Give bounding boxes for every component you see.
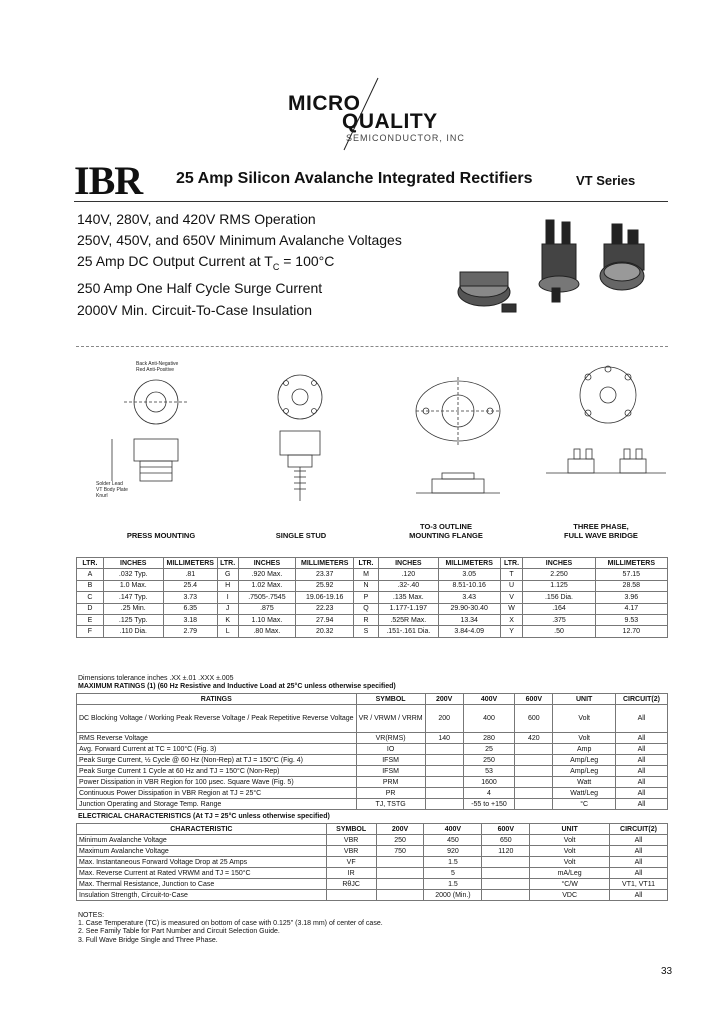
logo-micro: MICRO: [288, 92, 361, 115]
table-cell: [515, 755, 553, 766]
electrical-table: [76, 823, 668, 901]
table-cell: All: [615, 705, 667, 733]
table-cell: [425, 777, 463, 788]
table-cell: mA/Leg: [530, 868, 610, 879]
column-header: UNIT: [553, 694, 616, 705]
tolerance-note: Dimensions tolerance inches .XX ±.01 .XXX ±.005: [78, 675, 234, 682]
table-cell: VR / VRWM / VRRM: [356, 705, 425, 733]
table-cell: E: [77, 614, 104, 625]
table-cell: All: [615, 766, 667, 777]
column-header: RATINGS: [77, 694, 357, 705]
table-cell: [515, 777, 553, 788]
column-header: LTR.: [77, 558, 104, 569]
table-cell: All: [615, 733, 667, 744]
column-header: INCHES: [378, 558, 438, 569]
product-code: IBR: [74, 158, 143, 203]
table-cell: 1.0 Max.: [103, 580, 163, 591]
table-cell: 25.4: [163, 580, 217, 591]
table-cell: 3.05: [438, 569, 500, 580]
table-cell: Minimum Avalanche Voltage: [77, 835, 327, 846]
table-row: [77, 603, 668, 614]
table-cell: 1600: [463, 777, 515, 788]
column-header: INCHES: [523, 558, 595, 569]
table-cell: [425, 744, 463, 755]
feature-item: 250V, 450V, and 650V Minimum Avalanche Voltages: [77, 232, 402, 249]
column-header: CIRCUIT(2): [610, 824, 668, 835]
table-cell: [482, 879, 530, 890]
dimensions-table: [76, 557, 668, 638]
column-header: MILLIMETERS: [595, 558, 667, 569]
table-cell: F: [77, 626, 104, 637]
note-item: 1. Case Temperature (TC) is measured on bottom of case with 0.125" (3.18 mm) of center of case.: [78, 920, 383, 928]
feature-text-tail: = 100°C: [279, 253, 335, 270]
table-cell: Insulation Strength, Circuit-to-Case: [77, 890, 327, 901]
table-cell: G: [217, 569, 238, 580]
table-cell: [376, 857, 424, 868]
note-item: 2. See Family Table for Part Number and Circuit Selection Guide.: [78, 928, 280, 936]
table-cell: C: [77, 592, 104, 603]
table-cell: 140: [425, 733, 463, 744]
table-cell: Volt: [530, 835, 610, 846]
table-cell: N: [354, 580, 379, 591]
table-cell: 28.58: [595, 580, 667, 591]
table-cell: .151-.161 Dia.: [378, 626, 438, 637]
table-cell: Max. Reverse Current at Rated VRWM and TJ = 150°C: [77, 868, 327, 879]
table-cell: [326, 890, 376, 901]
table-cell: Q: [354, 603, 379, 614]
table-cell: Max. Instantaneous Forward Voltage Drop at 25 Amps: [77, 857, 327, 868]
table-cell: Power Dissipation in VBR Region for 100 μsec. Square Wave (Fig. 5): [77, 777, 357, 788]
column-header: 400V: [463, 694, 515, 705]
table-cell: 1.02 Max.: [238, 580, 296, 591]
max-ratings-header-row: [77, 694, 668, 705]
table-cell: 200: [425, 705, 463, 733]
table-cell: .25 Min.: [103, 603, 163, 614]
table-cell: 4: [463, 788, 515, 799]
table-cell: [425, 799, 463, 810]
table-row: [77, 799, 668, 810]
notes: [78, 912, 383, 945]
table-cell: .110 Dia.: [103, 626, 163, 637]
drawing-label: VT Body Plate: [96, 487, 128, 493]
table-row: [77, 777, 668, 788]
table-cell: 57.15: [595, 569, 667, 580]
table-cell: 1.177-1.197: [378, 603, 438, 614]
table-cell: .50: [523, 626, 595, 637]
table-cell: [425, 766, 463, 777]
table-cell: 2000 (Min.): [424, 890, 482, 901]
drawing-label: Solder Lead: [96, 481, 123, 487]
table-row: [77, 835, 668, 846]
table-cell: L: [217, 626, 238, 637]
caption-single-stud: SINGLE STUD: [275, 531, 327, 540]
table-cell: All: [615, 788, 667, 799]
table-cell: Watt/Leg: [553, 788, 616, 799]
caption-press-mounting: PRESS MOUNTING: [126, 531, 196, 540]
column-header: SYMBOL: [356, 694, 425, 705]
table-cell: A: [77, 569, 104, 580]
feature-text: 25 Amp DC Output Current at T: [77, 253, 273, 270]
table-cell: IO: [356, 744, 425, 755]
table-cell: [515, 766, 553, 777]
table-row: [77, 857, 668, 868]
table-cell: [515, 744, 553, 755]
table-cell: X: [500, 614, 523, 625]
column-header: INCHES: [103, 558, 163, 569]
feature-subscript: C: [272, 262, 280, 273]
column-header: SYMBOL: [326, 824, 376, 835]
column-header: CIRCUIT(2): [615, 694, 667, 705]
table-row: [77, 592, 668, 603]
electrical-header-row: [77, 824, 668, 835]
table-cell: 3.18: [163, 614, 217, 625]
table-cell: All: [610, 846, 668, 857]
table-cell: Peak Surge Current, ½ Cycle @ 60 Hz (Non-Rep) at TJ = 150°C (Fig. 4): [77, 755, 357, 766]
table-cell: All: [615, 755, 667, 766]
table-cell: Maximum Avalanche Voltage: [77, 846, 327, 857]
table-cell: .125 Typ.: [103, 614, 163, 625]
table-cell: 4.17: [595, 603, 667, 614]
column-header: 200V: [376, 824, 424, 835]
table-cell: 9.53: [595, 614, 667, 625]
table-cell: .147 Typ.: [103, 592, 163, 603]
table-cell: Avg. Forward Current at TC = 100°C (Fig. 3): [77, 744, 357, 755]
column-header: MILLIMETERS: [296, 558, 354, 569]
table-cell: Junction Operating and Storage Temp. Range: [77, 799, 357, 810]
table-cell: [482, 890, 530, 901]
table-cell: 8.51-10.16: [438, 580, 500, 591]
caption-to3: TO-3 OUTLINE: [420, 522, 472, 531]
table-cell: Max. Thermal Resistance, Junction to Case: [77, 879, 327, 890]
table-cell: .156 Dia.: [523, 592, 595, 603]
table-cell: Volt: [530, 857, 610, 868]
feature-item: 140V, 280V, and 420V RMS Operation: [77, 211, 316, 227]
table-cell: 12.70: [595, 626, 667, 637]
column-header: 600V: [482, 824, 530, 835]
table-cell: 280: [463, 733, 515, 744]
mechanical-drawings: [76, 346, 668, 547]
product-photo: [452, 214, 652, 322]
table-cell: .120: [378, 569, 438, 580]
max-ratings-title: MAXIMUM RATINGS (1) (60 Hz Resistive and Inductive Load at 25°C unless otherwise specified): [78, 683, 396, 690]
column-header: MILLIMETERS: [163, 558, 217, 569]
table-cell: IFSM: [356, 755, 425, 766]
table-cell: Continuous Power Dissipation in VBR Region at TJ = 25°C: [77, 788, 357, 799]
caption-full-wave-bridge: FULL WAVE BRIDGE: [564, 531, 638, 540]
table-cell: PR: [356, 788, 425, 799]
logo-quality: QUALITY: [342, 110, 438, 133]
table-cell: W: [500, 603, 523, 614]
table-cell: J: [217, 603, 238, 614]
table-row: [77, 868, 668, 879]
column-header: 200V: [425, 694, 463, 705]
table-cell: RMS Reverse Voltage: [77, 733, 357, 744]
table-cell: .7505-.7545: [238, 592, 296, 603]
table-row: [77, 890, 668, 901]
table-cell: 1.10 Max.: [238, 614, 296, 625]
table-cell: D: [77, 603, 104, 614]
table-cell: Amp/Leg: [553, 755, 616, 766]
table-cell: .375: [523, 614, 595, 625]
table-cell: [425, 755, 463, 766]
table-cell: All: [615, 799, 667, 810]
table-cell: 3.43: [438, 592, 500, 603]
table-cell: 650: [482, 835, 530, 846]
table-row: [77, 626, 668, 637]
table-cell: 23.37: [296, 569, 354, 580]
table-row: [77, 614, 668, 625]
feature-list: [77, 209, 402, 321]
drawing-label: Red Anti-Positive: [136, 367, 175, 373]
table-cell: S: [354, 626, 379, 637]
table-cell: 420: [515, 733, 553, 744]
table-cell: [482, 857, 530, 868]
table-cell: °C: [553, 799, 616, 810]
table-cell: Volt: [530, 846, 610, 857]
drawing-label: Back Anti-Negative: [136, 361, 179, 367]
table-cell: .32-.40: [378, 580, 438, 591]
table-cell: 600: [515, 705, 553, 733]
table-cell: [425, 788, 463, 799]
max-ratings-table: [76, 693, 668, 810]
table-cell: I: [217, 592, 238, 603]
table-cell: All: [610, 890, 668, 901]
table-cell: Y: [500, 626, 523, 637]
table-cell: 920: [424, 846, 482, 857]
table-cell: All: [610, 868, 668, 879]
table-cell: .920 Max.: [238, 569, 296, 580]
table-cell: All: [615, 744, 667, 755]
table-cell: Peak Surge Current 1 Cycle at 60 Hz and TJ = 150°C (Non-Rep): [77, 766, 357, 777]
title-rule: [74, 201, 668, 202]
table-cell: VDC: [530, 890, 610, 901]
table-cell: All: [610, 857, 668, 868]
logo-slash-icon: [330, 76, 390, 156]
table-cell: VR(RMS): [356, 733, 425, 744]
table-cell: VT1, VT11: [610, 879, 668, 890]
table-cell: H: [217, 580, 238, 591]
table-cell: [376, 868, 424, 879]
table-cell: IFSM: [356, 766, 425, 777]
column-header: 400V: [424, 824, 482, 835]
table-cell: Volt: [553, 733, 616, 744]
table-cell: RθJC: [326, 879, 376, 890]
column-header: LTR.: [500, 558, 523, 569]
table-cell: TJ, TSTG: [356, 799, 425, 810]
notes-title: NOTES:: [78, 912, 105, 919]
table-cell: 3.96: [595, 592, 667, 603]
column-header: INCHES: [238, 558, 296, 569]
table-cell: IR: [326, 868, 376, 879]
table-cell: 250: [376, 835, 424, 846]
note-item: 3. Full Wave Bridge Single and Three Phase.: [78, 936, 218, 944]
table-row: [77, 788, 668, 799]
table-cell: K: [217, 614, 238, 625]
table-cell: [376, 879, 424, 890]
table-cell: 1120: [482, 846, 530, 857]
page-title: 25 Amp Silicon Avalanche Integrated Rectifiers: [176, 170, 533, 187]
table-cell: [376, 890, 424, 901]
table-cell: Volt: [553, 705, 616, 733]
dimensions-header-row: [77, 558, 668, 569]
caption-three-phase: THREE PHASE,: [573, 522, 629, 531]
table-cell: M: [354, 569, 379, 580]
logo-semiconductor: SEMICONDUCTOR, INC: [346, 133, 465, 143]
table-cell: 29.90-30.40: [438, 603, 500, 614]
table-cell: PRM: [356, 777, 425, 788]
caption-mounting-flange: MOUNTING FLANGE: [409, 531, 483, 540]
table-cell: 20.32: [296, 626, 354, 637]
column-header: UNIT: [530, 824, 610, 835]
table-cell: All: [610, 835, 668, 846]
table-cell: DC Blocking Voltage / Working Peak Reverse Voltage / Peak Repetitive Reverse Voltage: [77, 705, 357, 733]
table-cell: 1.125: [523, 580, 595, 591]
table-cell: 2.79: [163, 626, 217, 637]
table-cell: V: [500, 592, 523, 603]
table-cell: 2.250: [523, 569, 595, 580]
table-cell: °C/W: [530, 879, 610, 890]
electrical-title: ELECTRICAL CHARACTERISTICS (At TJ = 25°C unless otherwise specified): [78, 813, 330, 820]
table-cell: VF: [326, 857, 376, 868]
table-cell: 22.23: [296, 603, 354, 614]
outline-drawings-svg: [76, 347, 668, 525]
table-cell: Watt: [553, 777, 616, 788]
feature-item: [77, 251, 402, 278]
table-cell: VBR: [326, 846, 376, 857]
table-row: [77, 879, 668, 890]
table-row: [77, 580, 668, 591]
table-row: [77, 766, 668, 777]
table-cell: -55 to +150: [463, 799, 515, 810]
column-header: 600V: [515, 694, 553, 705]
table-row: [77, 755, 668, 766]
feature-item: 2000V Min. Circuit-To-Case Insulation: [77, 301, 312, 318]
table-cell: U: [500, 580, 523, 591]
column-header: LTR.: [354, 558, 379, 569]
column-header: MILLIMETERS: [438, 558, 500, 569]
table-row: [77, 569, 668, 580]
table-cell: [515, 799, 553, 810]
column-header: CHARACTERISTIC: [77, 824, 327, 835]
table-cell: All: [615, 777, 667, 788]
table-cell: [515, 788, 553, 799]
series-label: VT Series: [576, 173, 636, 188]
table-cell: 750: [376, 846, 424, 857]
table-cell: 400: [463, 705, 515, 733]
table-cell: .81: [163, 569, 217, 580]
table-cell: 6.35: [163, 603, 217, 614]
table-row: [77, 733, 668, 744]
table-cell: 3.84-4.09: [438, 626, 500, 637]
table-cell: .875: [238, 603, 296, 614]
table-row: [77, 705, 668, 733]
table-cell: .525R Max.: [378, 614, 438, 625]
table-cell: 25.92: [296, 580, 354, 591]
drawing-label: Knurl: [96, 493, 108, 499]
table-cell: 3.73: [163, 592, 217, 603]
feature-item: 250 Amp One Half Cycle Surge Current: [77, 280, 323, 297]
table-cell: Amp: [553, 744, 616, 755]
table-cell: 13.34: [438, 614, 500, 625]
table-cell: [482, 868, 530, 879]
table-cell: T: [500, 569, 523, 580]
table-cell: .80 Max.: [238, 626, 296, 637]
column-header: LTR.: [217, 558, 238, 569]
table-cell: 450: [424, 835, 482, 846]
table-cell: Amp/Leg: [553, 766, 616, 777]
table-cell: .032 Typ.: [103, 569, 163, 580]
table-cell: .164: [523, 603, 595, 614]
table-cell: 25: [463, 744, 515, 755]
table-cell: 1.5: [424, 879, 482, 890]
table-cell: B: [77, 580, 104, 591]
table-cell: 19.06-19.16: [296, 592, 354, 603]
table-cell: VBR: [326, 835, 376, 846]
table-cell: .135 Max.: [378, 592, 438, 603]
page-number: 33: [661, 966, 673, 977]
table-row: [77, 846, 668, 857]
table-row: [77, 744, 668, 755]
table-cell: 250: [463, 755, 515, 766]
table-cell: 27.94: [296, 614, 354, 625]
table-cell: 1.5: [424, 857, 482, 868]
table-cell: R: [354, 614, 379, 625]
table-cell: 5: [424, 868, 482, 879]
table-cell: 53: [463, 766, 515, 777]
table-cell: P: [354, 592, 379, 603]
